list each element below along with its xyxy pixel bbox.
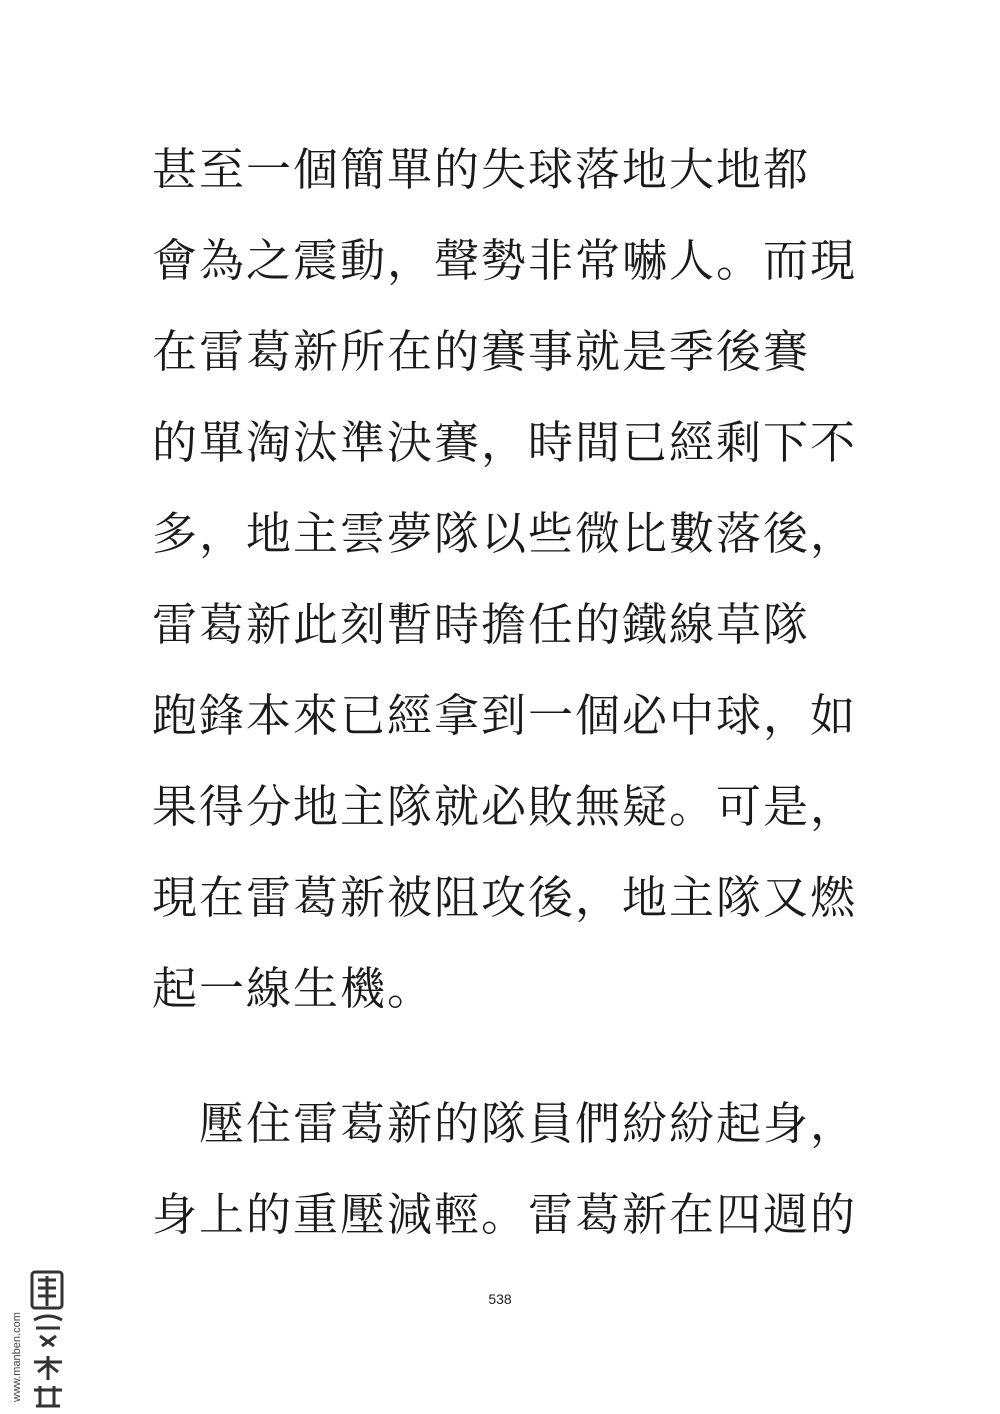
watermark-logo (8, 1262, 68, 1410)
text-line: 雷葛新此刻暫時擔任的鐵線草隊 (152, 598, 811, 651)
text-line: 起一線生機。 (152, 962, 435, 1015)
svg-text:www.manben.com: www.manben.com (11, 1312, 23, 1402)
text-line: 身上的重壓減輕。雷葛新在四週的 (152, 1188, 858, 1241)
body-text (152, 138, 858, 1274)
page-number: 538 (488, 1291, 512, 1307)
text-line: 果得分地主隊就必敗無疑。可是， (152, 780, 858, 833)
text-line: 在雷葛新所在的賽事就是季後賽 (152, 325, 811, 378)
text-line: 多，地主雲夢隊以些微比數落後， (152, 507, 858, 560)
text-line: 會為之震動，聲勢非常嚇人。而現 (152, 234, 858, 287)
text-line: 跑鋒本來已經拿到一個必中球，如 (152, 689, 858, 742)
text-line: 甚至一個簡單的失球落地大地都 (152, 143, 811, 196)
paragraph-1 (152, 138, 858, 1048)
text-line: 現在雷葛新被阻攻後，地主隊又燃 (152, 871, 858, 924)
paragraph-2 (152, 1092, 858, 1274)
text-line: 的單淘汰準決賽，時間已經剩下不 (152, 416, 858, 469)
paragraph-gap (152, 1048, 852, 1092)
text-line: 壓住雷葛新的隊員們紛紛起身， (152, 1097, 858, 1150)
